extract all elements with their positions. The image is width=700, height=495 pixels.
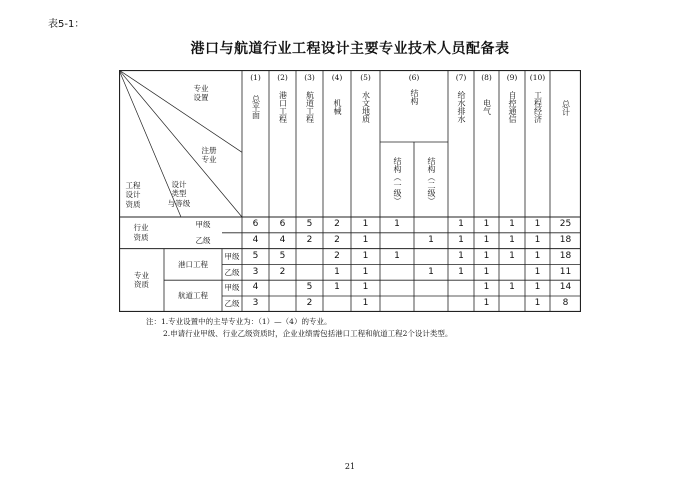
table-cell: 1: [458, 219, 464, 230]
table-number: 表5-1：: [48, 19, 85, 30]
table-cell: 4: [252, 234, 259, 245]
column-header: 总平面: [251, 95, 261, 119]
corner-design-type-grade: 设计 类型 与等级: [167, 179, 191, 208]
column-header-structure-grade: 结构（二级）: [427, 157, 436, 205]
column-number: (8): [481, 73, 492, 83]
column-header-structure: 结构: [410, 89, 419, 105]
table-cell: 1: [534, 250, 541, 261]
table-cell: 2: [279, 266, 286, 277]
row-grade: 乙级: [195, 236, 211, 245]
table-cell: 1: [362, 219, 369, 230]
column-number: (2): [277, 73, 288, 83]
column-header: 工程经济: [533, 91, 543, 123]
table-cell: 1: [509, 219, 515, 230]
table-cell: 2: [334, 219, 340, 230]
row-grade: 甲级: [224, 251, 240, 261]
table-cell: 6: [279, 219, 286, 230]
table-cell: 8: [562, 298, 569, 309]
table-cell: 1: [483, 250, 490, 261]
table-cell: 1: [362, 234, 369, 245]
table-cell: 1: [509, 250, 515, 261]
group-label-port: 港口工程: [178, 259, 208, 269]
table-cell: 1: [483, 234, 490, 245]
group-label-channel: 航道工程: [178, 291, 208, 301]
row-grade: 乙级: [224, 267, 240, 277]
page-number: 21: [344, 462, 356, 471]
table-cell: 1: [458, 234, 464, 245]
table-cell: 18: [559, 234, 572, 245]
column-header: 电气: [482, 99, 492, 115]
table-cell: 6: [252, 219, 259, 230]
table-cell: 1: [334, 266, 340, 277]
table-cell: 5: [279, 250, 286, 261]
column-number: (3): [304, 73, 315, 83]
table-cell: 5: [306, 219, 313, 230]
table-cell: 5: [252, 250, 259, 261]
table-cell: 1: [428, 234, 434, 245]
table-cell: 1: [483, 298, 490, 309]
column-number: (5): [360, 73, 371, 83]
table-cell: 1: [483, 282, 490, 293]
column-number: (4): [331, 73, 343, 83]
column-header: 航道工程: [305, 91, 315, 123]
note-line-1: 注：1.专业设置中的主导专业为：（1）—（4）的专业。: [146, 317, 332, 326]
column-number: (10): [529, 73, 546, 83]
column-header-total: 总计: [561, 100, 571, 116]
table-cell: 4: [252, 282, 259, 293]
table-cell: 1: [483, 266, 490, 277]
column-header-structure-grade: 结构（一级）: [393, 157, 402, 205]
table-cell: 1: [509, 234, 515, 245]
table-cell: 1: [334, 282, 340, 293]
table-cell: 2: [306, 298, 313, 309]
column-number: (9): [506, 73, 518, 83]
table-cell: 18: [559, 250, 572, 261]
table-cell: 1: [458, 250, 464, 261]
table-cell: 4: [279, 234, 286, 245]
column-header: 机械: [333, 99, 342, 115]
table-cell: 2: [334, 250, 340, 261]
table-cell: 1: [458, 266, 464, 277]
staffing-table: [119, 70, 581, 312]
table-title: 港口与航道行业工程设计主要专业技术人员配备表: [190, 41, 510, 57]
table-cell: 1: [362, 282, 369, 293]
table-cell: 1: [362, 298, 369, 309]
column-number: (1): [250, 73, 261, 83]
group-label-specialty: 专业 资质: [134, 270, 149, 290]
column-header: 港口工程: [278, 91, 288, 123]
table-notes: [146, 316, 452, 340]
corner-registered-major: 注册 专业: [201, 145, 217, 164]
table-cell: 3: [252, 266, 259, 277]
note-line-2: 2.申请行业甲级、行业乙级资质时，企业业绩需包括港口工程和航道工程2个设计类型。: [163, 329, 453, 338]
row-grade: 乙级: [224, 299, 240, 309]
table-cell: 1: [362, 266, 369, 277]
table-cell: 1: [534, 298, 541, 309]
table-cell: 1: [534, 282, 541, 293]
row-grade: 甲级: [224, 283, 240, 293]
column-header: 自控通信: [508, 91, 517, 123]
row-grade: 甲级: [195, 220, 211, 230]
column-number: (7): [455, 73, 467, 83]
table-cell: 1: [362, 250, 369, 261]
table-cell: 5: [306, 282, 313, 293]
table-cell: 1: [534, 266, 541, 277]
column-header: 给水排水: [457, 91, 466, 123]
table-cell: 1: [534, 219, 541, 230]
table-cell: 1: [483, 219, 490, 230]
table-cell: 2: [334, 234, 340, 245]
table-cell: 11: [559, 266, 572, 277]
table-cell: 2: [306, 234, 313, 245]
table-cell: 25: [559, 219, 572, 230]
table-cell: 1: [509, 282, 515, 293]
table-cell: 3: [252, 298, 259, 309]
corner-qualification: 工程 设计 资质: [125, 180, 141, 209]
table-cell: 14: [559, 282, 572, 293]
table-cell: 1: [428, 266, 434, 277]
table-cell: 1: [394, 219, 400, 230]
table-cell: 1: [534, 234, 541, 245]
corner-major-setting: 专业 设置: [193, 83, 209, 102]
column-number: (6): [408, 73, 420, 83]
table-cell: 1: [394, 250, 400, 261]
column-header: 水文地质: [361, 91, 371, 123]
group-label-industry: 行业 资质: [133, 223, 149, 242]
